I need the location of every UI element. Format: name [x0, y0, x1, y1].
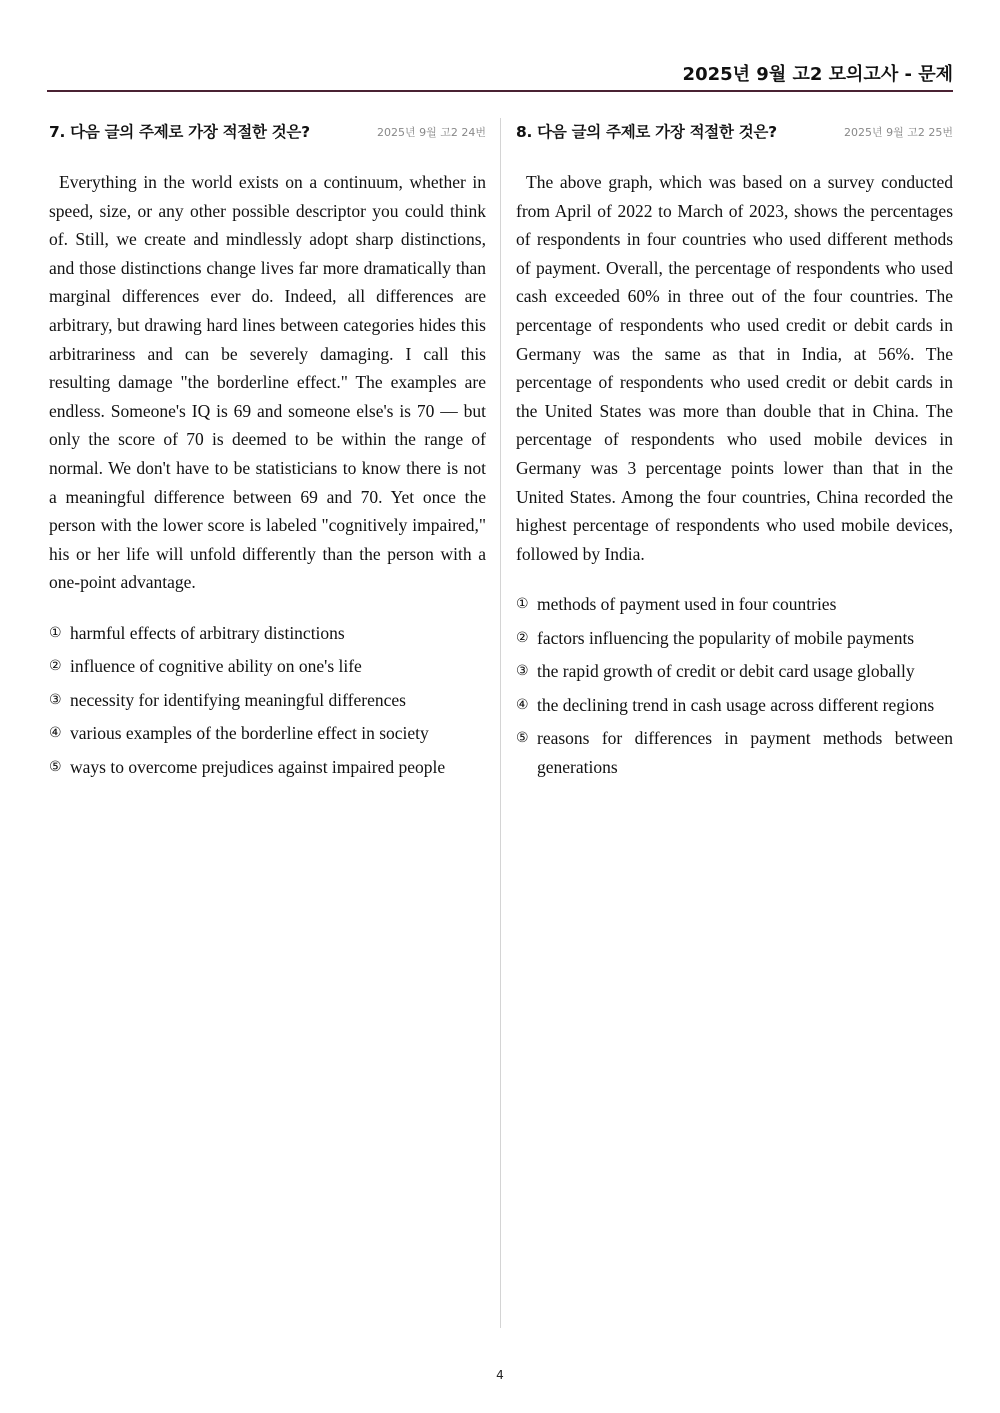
choice-number: ④	[49, 725, 62, 742]
choice-text: harmful effects of arbitrary distinctions	[70, 622, 345, 643]
question-title: 8. 다음 글의 주제로 가장 적절한 것은?	[516, 123, 777, 141]
page-number: 4	[496, 1368, 504, 1382]
choice-text: various examples of the borderline effect in society	[70, 723, 429, 744]
choice-number: ⑤	[516, 730, 529, 747]
answer-choice[interactable]	[516, 724, 953, 782]
choice-text: influence of cognitive ability on one's life	[70, 656, 362, 677]
choice-text: reasons for differences in payment methods between generations	[537, 728, 953, 778]
choice-text: necessity for identifying meaningful differences	[70, 689, 406, 710]
choice-text: the declining trend in cash usage across different regions	[537, 694, 935, 715]
choice-text: the rapid growth of credit or debit card usage globally	[537, 661, 915, 682]
question-7	[49, 118, 486, 786]
answer-choice[interactable]	[516, 624, 953, 653]
choice-number: ③	[516, 663, 529, 680]
page-header	[47, 58, 953, 92]
answer-choice[interactable]	[49, 652, 486, 681]
choice-number: ⑤	[49, 758, 62, 775]
exam-title: 2025년 9월 고2 모의고사 - 문제	[682, 64, 953, 85]
choice-text: ways to overcome prejudices against impaired people	[70, 756, 446, 777]
answer-choice[interactable]	[516, 590, 953, 619]
choice-number: ④	[516, 696, 529, 713]
answer-choice[interactable]	[49, 619, 486, 648]
answer-choice[interactable]	[49, 686, 486, 715]
choice-number: ③	[49, 691, 62, 708]
choice-number: ②	[516, 629, 529, 646]
choice-number: ①	[516, 596, 529, 613]
passage-text: Everything in the world exists on a continuum, whether in speed, size, or any other possible descriptor you could think of. Still, we create and mindlessly adopt sharp distinctions, and those distinctions change lives far more dramatically than marginal differences ever do. Indeed, all differences are arbitrary, but drawing hard lines between categories hides this arbitrariness and can be severely damaging. I call this resulting damage "the borderline effect." The examples are endless. Someone's IQ is 69 and someone else's is 70 — but only the score of 70 is deemed to be within the range of normal. We don't have to be statisticians to know there is not a meaningful difference between 69 and 70. Yet once the person with the lower score is labeled "cognitively impaired," his or her life will unfold differently than the person with a one-point advantage.	[49, 172, 486, 593]
answer-choice[interactable]	[516, 691, 953, 720]
question-8	[516, 118, 953, 787]
answer-choices	[49, 619, 486, 782]
question-header	[516, 118, 953, 144]
question-title: 7. 다음 글의 주제로 가장 적절한 것은?	[49, 123, 310, 141]
choice-number: ②	[49, 658, 62, 675]
question-source: 2025년 9월 고2 24번	[377, 126, 486, 139]
question-source: 2025년 9월 고2 25번	[844, 126, 953, 139]
answer-choice[interactable]	[49, 719, 486, 748]
choice-text: methods of payment used in four countries	[537, 594, 837, 615]
answer-choice[interactable]	[516, 657, 953, 686]
choice-number: ①	[49, 624, 62, 641]
answer-choices	[516, 590, 953, 782]
choice-text: factors influencing the popularity of mobile payments	[537, 627, 915, 648]
answer-choice[interactable]	[49, 753, 486, 782]
column-divider	[500, 118, 501, 1328]
question-header	[49, 118, 486, 144]
passage-text: The above graph, which was based on a survey conducted from April of 2022 to March of 2023, shows the percentages of respondents in four countries who used different methods of payment. Overall, the percentage of respondents who used cash exceeded 60% in three out of the four countries. The percentage of respondents who used credit or debit cards in Germany was the same as that in India, at 56%. The percentage of respondents who used credit or debit cards in the United States was more than double that in China. The percentage of respondents who used mobile devices in Germany was 3 percentage points lower than that in the United States. Among the four countries, China recorded the highest percentage of respondents who used mobile devices, followed by India.	[516, 172, 953, 564]
